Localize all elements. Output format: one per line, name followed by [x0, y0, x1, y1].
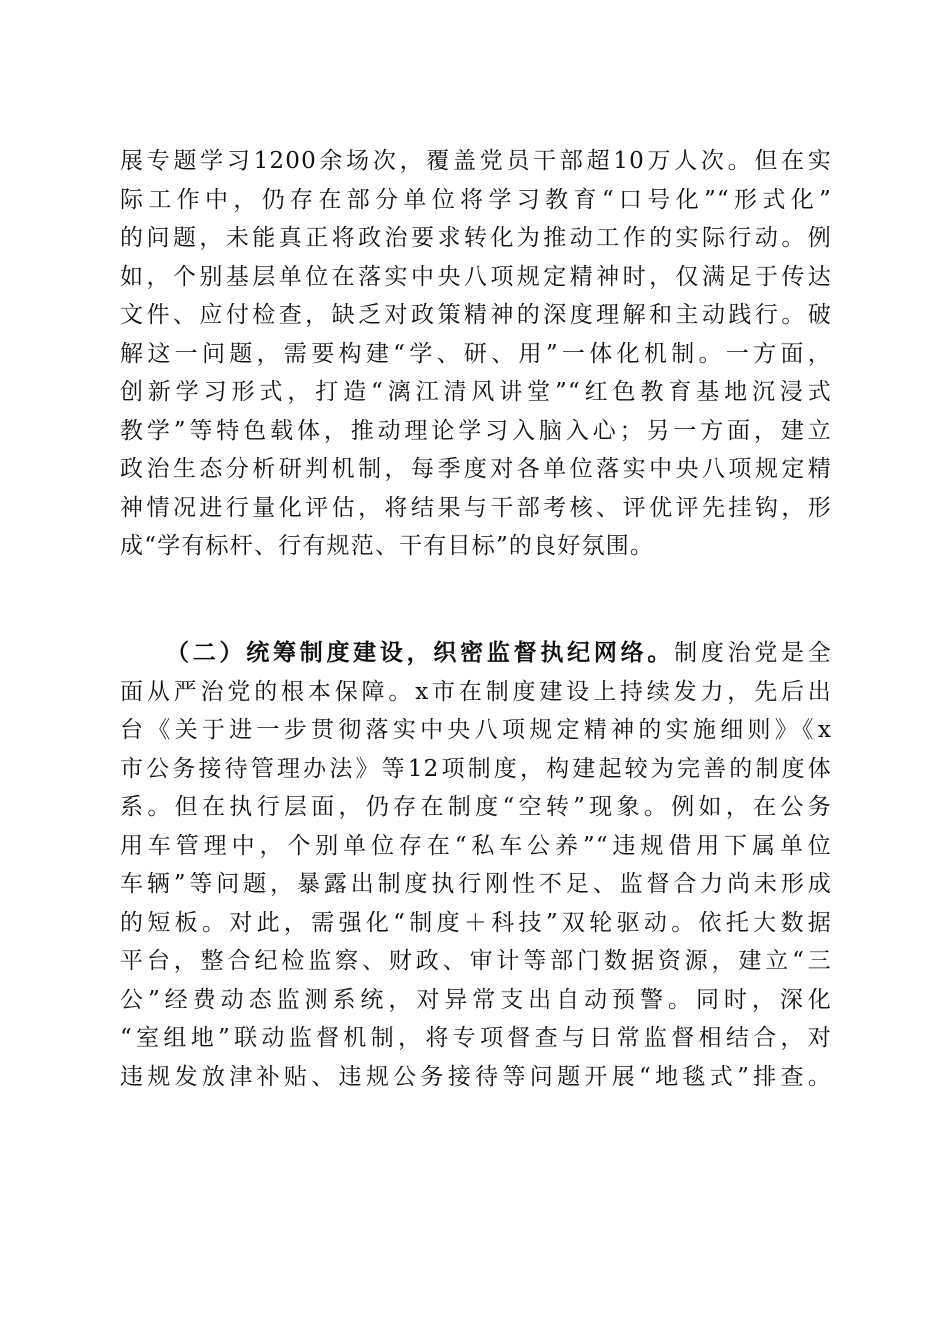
text-line: 系。但在执行层面，仍存在制度“空转”现象。例如，在公务	[120, 794, 832, 820]
text-line: 际工作中，仍存在部分单位将学习教育“口号化”“形式化”	[120, 186, 832, 213]
text-line: 的短板。对此，需强化“制度＋科技”双轮驱动。依托大数据	[120, 909, 832, 936]
text-line: 台《关于进一步贯彻落实中央八项规定精神的实施细则》《x	[120, 717, 832, 743]
text-line: 市公务接待管理办法》等12项制度，构建起较为完善的制度体	[120, 755, 832, 782]
paragraph-1	[120, 142, 832, 566]
text-line: “室组地”联动监督机制，将专项督查与日常监督相结合，对	[120, 1025, 832, 1051]
text-line: 用车管理中，个别单位存在“私车公养”“违规借用下属单位	[120, 832, 832, 859]
text-line: 教学”等特色载体，推动理论学习入脑入心；另一方面，建立	[120, 417, 832, 444]
text-line: 车辆”等问题，暴露出制度执行刚性不足、监督合力尚未形成	[120, 871, 832, 897]
text-line: 神情况进行量化评估，将结果与干部考核、评优评先挂钩，形	[120, 494, 832, 521]
text-line: 平台，整合纪检监察、财政、审计等部门数据资源，建立“三	[120, 948, 832, 974]
text-line: 如，个别基层单位在落实中央八项规定精神时，仅满足于传达	[120, 263, 832, 290]
text-line: 文件、应付检查，缺乏对政策精神的深度理解和主动践行。破	[120, 302, 832, 328]
text-line: 成“学有标杆、行有规范、干有目标”的良好氛围。	[120, 533, 655, 559]
text-line: 公”经费动态监测系统，对异常支出自动预警。同时，深化	[120, 986, 832, 1013]
text-line: 政治生态分析研判机制，每季度对各单位落实中央八项规定精	[120, 456, 832, 482]
section-heading-line	[120, 634, 832, 673]
text-line: 违规发放津补贴、违规公务接待等问题开展“地毯式”排查。	[120, 1063, 832, 1090]
text-line: 的问题，未能真正将政治要求转化为推动工作的实际行动。例	[120, 225, 832, 251]
heading-line-text: 制度治党是全	[674, 640, 832, 666]
text-line: 解这一问题，需要构建“学、研、用”一体化机制。一方面，	[120, 340, 832, 367]
text-line: 展专题学习1200余场次，覆盖党员干部超10万人次。但在实	[120, 148, 832, 174]
text-line: 创新学习形式，打造“漓江清风讲堂”“红色教育基地沉浸式	[120, 379, 832, 405]
section-heading: （二）统筹制度建设，织密监督执纪网络。	[166, 639, 675, 666]
text-line: 面从严治党的根本保障。x市在制度建设上持续发力，先后出	[120, 678, 832, 705]
paragraph-2	[120, 634, 832, 1096]
